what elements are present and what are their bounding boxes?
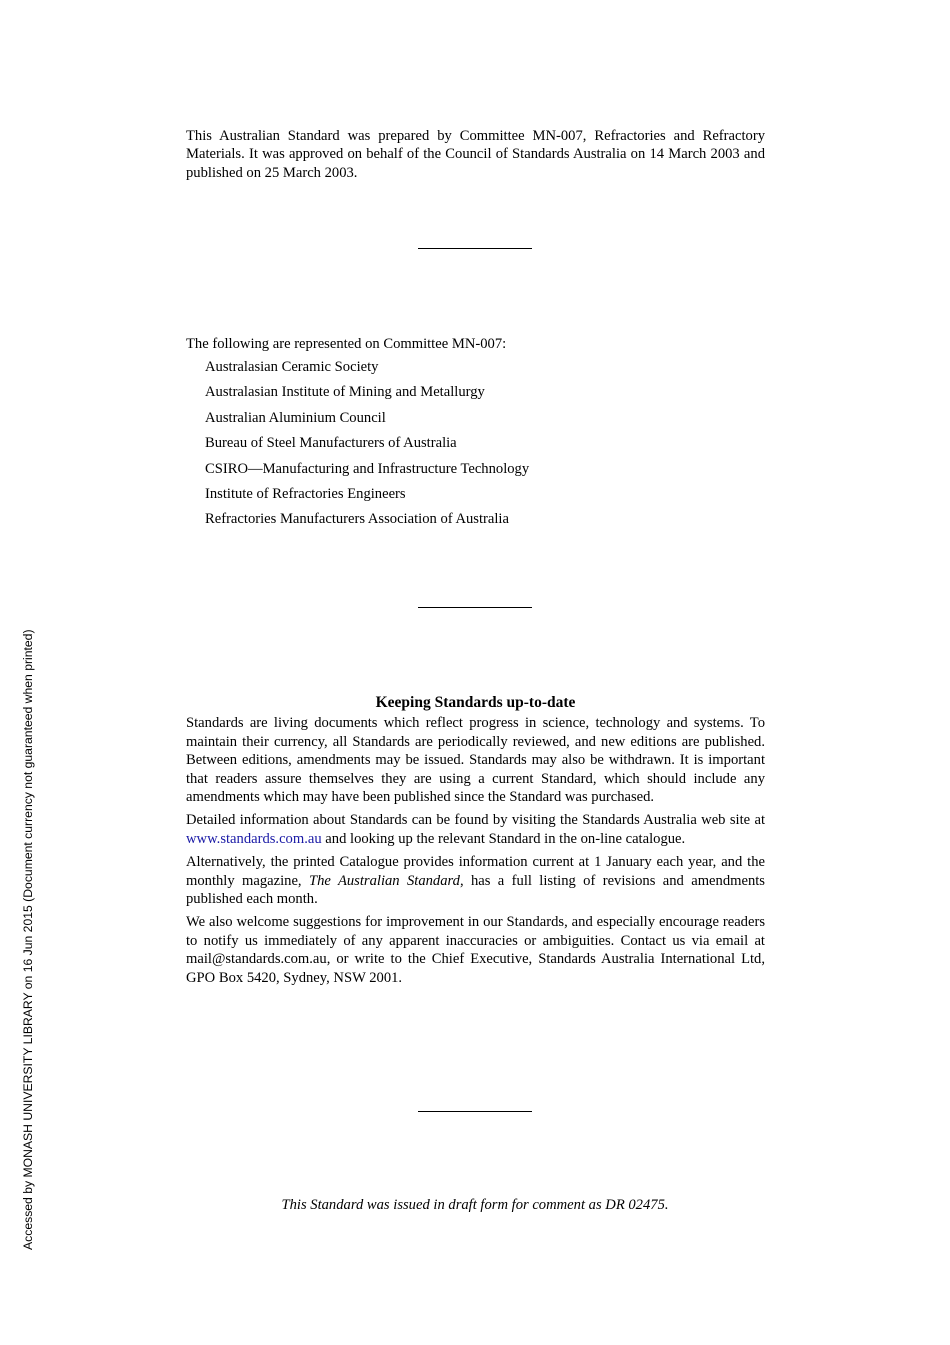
preparation-statement [186, 127, 765, 187]
committee-member: Australian Aluminium Council [205, 409, 386, 426]
paragraph-living-documents: Standards are living documents which reflect progress in science, technology and systems. To maintain their currency, all Standards are periodically reviewed, and new editions are published. Between editions, amendments may be issued. Standards may also be withdrawn. It is important that readers assure themselves they are using a current Standard, which should include any amendments which may have been published since the Standard was purchased. [186, 715, 765, 806]
divider-rule [418, 1111, 532, 1112]
committee-member: Refractories Manufacturers Association of Australia [205, 511, 509, 528]
paragraph-suggestions: We also welcome suggestions for improvement in our Standards, and especially encourage readers to notify us immediately of any apparent inaccuracies or ambiguities. Contact us via email at mail@standards.com.au, or write to the Chief Executive, Standards Australia International Ltd, GPO Box 5420, Sydney, NSW 2001. [186, 914, 765, 986]
committee-intro: The following are represented on Committee MN-007: [186, 336, 507, 352]
divider-rule [418, 607, 532, 608]
paragraph-website-info [186, 811, 765, 848]
committee-member: Institute of Refractories Engineers [205, 485, 406, 502]
access-watermark: Accessed by MONASH UNIVERSITY LIBRARY on 16 Jun 2015 (Document currency not guaranteed when printed) [21, 629, 35, 1250]
preparation-text: This Australian Standard was prepared by Committee MN-007, Refractories and Refractory Materials. It was approved on behalf of the Council of Standards Australia on 14 March 2003 and published on 25 March 2003. [186, 128, 765, 181]
paragraph-text: , has a full listing of revisions and amendments published each month. [186, 872, 765, 908]
paragraph-text: Alternatively, the printed Catalogue provides information current at 1 January each year, and the monthly magazine, [186, 854, 765, 889]
paragraph-catalogue [186, 853, 765, 908]
committee-member: Australasian Ceramic Society [205, 359, 379, 375]
magazine-title: The Australian Standard [308, 872, 460, 889]
committee-member: CSIRO—Manufacturing and Infrastructure Technology [205, 460, 530, 477]
divider-rule [418, 248, 532, 249]
paragraph-text: Detailed information about Standards can be found by visiting the Standards Australia web site at [186, 812, 765, 829]
keeping-standards-section [186, 694, 765, 992]
committee-member: Australasian Institute of Mining and Metallurgy [205, 384, 485, 401]
committee-member-list [186, 355, 765, 533]
committee-member: Bureau of Steel Manufacturers of Australia [205, 435, 457, 452]
paragraph-text: and looking up the relevant Standard in the on-line catalogue. [321, 830, 686, 847]
draft-footer-note: This Standard was issued in draft form for comment as DR 02475. [281, 1197, 669, 1213]
committee-section [186, 334, 765, 533]
section-heading: Keeping Standards up-to-date [375, 694, 576, 711]
website-link[interactable]: www.standards.com.au [186, 830, 322, 847]
